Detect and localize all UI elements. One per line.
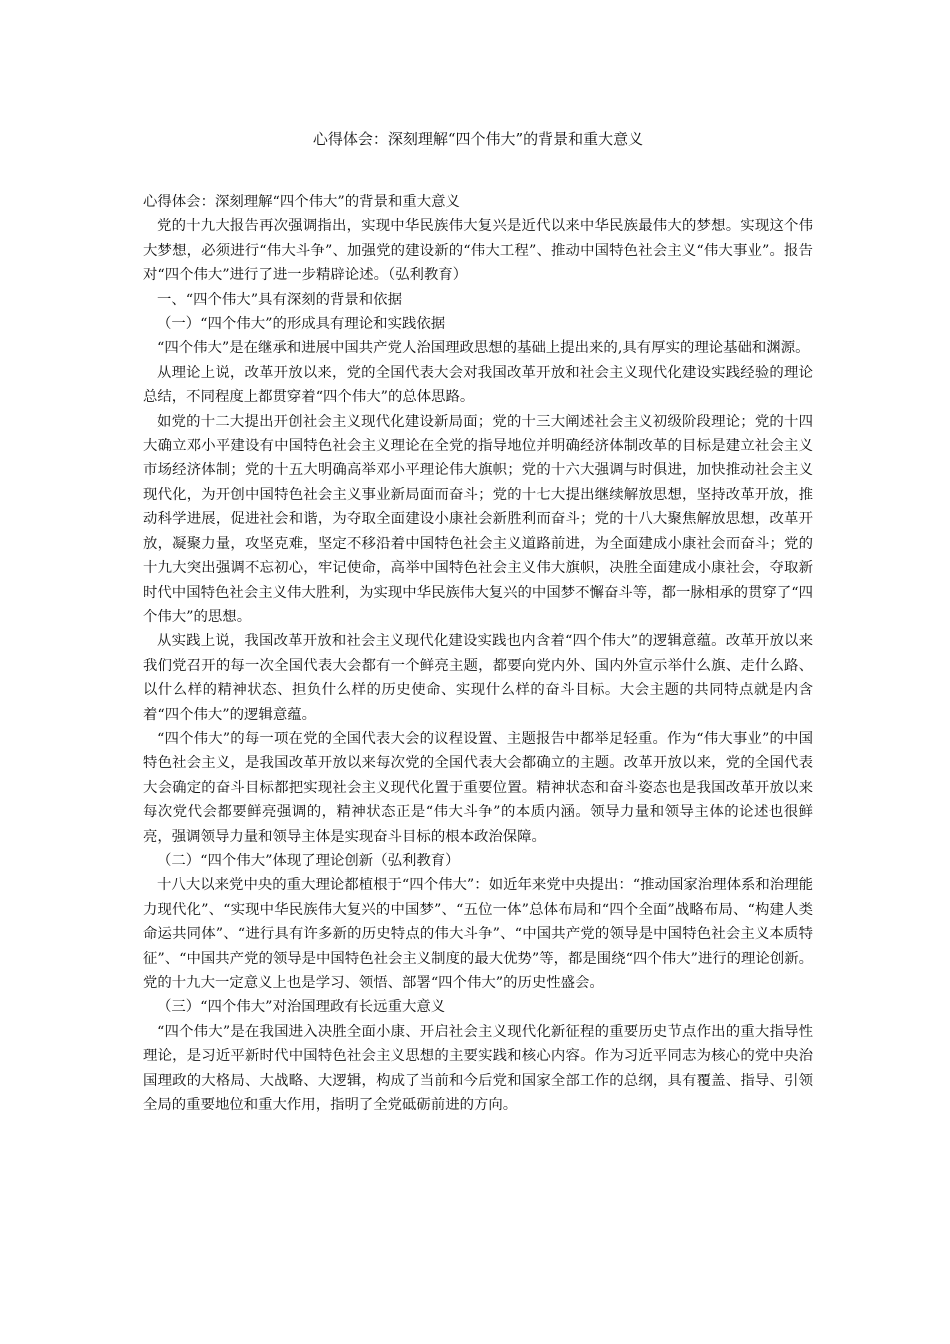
body-paragraph: “四个伟大”是在继承和进展中国共产党人治国理政思想的基础上提出来的,具有厚实的理论基础和渊源。 <box>157 340 810 357</box>
subsection-heading: （三）“四个伟大”对治国理政有长远重大意义 <box>157 999 446 1016</box>
document-body <box>143 190 813 1117</box>
body-paragraph: “四个伟大”是在我国进入决胜全面小康、开启社会主义现代化新征程的重要历史节点作出的重大指导性理论，是习近平新时代中国特色社会主义思想的主要实践和核心内容。作为习近平同志为核心的党中央治国理政的大格局、大战略、大逻辑，构成了当前和今后党和国家全部工作的总纲，具有覆盖、指导、引领全局的重要地位和重大作用，指明了全党砥砺前进的方向。 <box>143 1023 813 1114</box>
body-paragraph: 心得体会：深刻理解“四个伟大”的背景和重大意义 <box>143 194 460 210</box>
document-title: 心得体会：深刻理解“四个伟大”的背景和重大意义 <box>312 130 644 148</box>
section-heading: 一、“四个伟大”具有深刻的背景和依据 <box>157 291 402 308</box>
body-paragraph: 党的十九大报告再次强调指出，实现中华民族伟大复兴是近代以来中华民族最伟大的梦想。实现这个伟大梦想，必须进行“伟大斗争”、加强党的建设新的“伟大工程”、推动中国特色社会主义“伟大事业”。报告对“四个伟大”进行了进一步精辟论述。（弘利教育） <box>143 218 813 284</box>
subsection-heading: （二）“四个伟大”体现了理论创新（弘利教育） <box>157 852 460 869</box>
body-paragraph: 如党的十二大提出开创社会主义现代化建设新局面；党的十三大阐述社会主义初级阶段理论；党的十四大确立邓小平建设有中国特色社会主义理论在全党的指导地位并明确经济体制改革的目标是建立社会主义市场经济体制；党的十五大明确高举邓小平理论伟大旗帜；党的十六大强调与时俱进，加快推动社会主义现代化，为开创中国特色社会主义事业新局面而奋斗；党的十七大提出继续解放思想，坚持改革开放，推动科学进展，促进社会和谐，为夺取全面建设小康社会新胜利而奋斗；党的十八大聚焦解放思想，改革开放，凝聚力量，攻坚克难，坚定不移沿着中国特色社会主义道路前进，为全面建成小康社会而奋斗；党的十九大突出强调不忘初心，牢记使命，高举中国特色社会主义伟大旗帜，决胜全面建成小康社会，夺取新时代中国特色社会主义伟大胜利，为实现中华民族伟大复兴的中国梦不懈奋斗等，都一脉相承的贯穿了“四个伟大”的思想。 <box>143 413 813 625</box>
body-paragraph: 从理论上说，改革开放以来，党的全国代表大会对我国改革开放和社会主义现代化建设实践经验的理论总结，不同程度上都贯穿着“四个伟大”的总体思路。 <box>143 364 813 406</box>
document-page <box>143 128 813 1117</box>
body-paragraph: “四个伟大”的每一项在党的全国代表大会的议程设置、主题报告中都举足轻重。作为“伟大事业”的中国特色社会主义，是我国改革开放以来每次党的全国代表大会都确立的主题。改革开放以来，党的全国代表大会确定的奋斗目标都把实现社会主义现代化置于重要位置。精神状态和奋斗姿态也是我国改革开放以来每次党代会都要鲜亮强调的，精神状态正是“伟大斗争”的本质内涵。领导力量和领导主体的论述也很鲜亮，强调领导力量和领导主体是实现奋斗目标的根本政治保障。 <box>143 730 813 845</box>
body-paragraph: 十八大以来党中央的重大理论都植根于“四个伟大”：如近年来党中央提出：“推动国家治理体系和治理能力现代化”、“实现中华民族伟大复兴的中国梦”、“五位一体”总体布局和“四个全面”战略布局、“构建人类命运共同体”、“进行具有许多新的历史特点的伟大斗争”、“中国共产党的领导是中国特色社会主义本质特征”、“中国共产党的领导是中国特色社会主义制度的最大优势”等，都是围绕“四个伟大”进行的理论创新。党的十九大一定意义上也是学习、领悟、部署“四个伟大”的历史性盛会。 <box>143 877 813 991</box>
subsection-heading: （一）“四个伟大”的形成具有理论和实践依据 <box>157 316 446 333</box>
body-paragraph: 从实践上说，我国改革开放和社会主义现代化建设实践也内含着“四个伟大”的逻辑意蕴。改革开放以来我们党召开的每一次全国代表大会都有一个鲜亮主题，都要向党内外、国内外宣示举什么旗、走什么路、以什么样的精神状态、担负什么样的历史使命、实现什么样的奋斗目标。大会主题的共同特点就是内含着“四个伟大”的逻辑意蕴。 <box>143 633 813 723</box>
